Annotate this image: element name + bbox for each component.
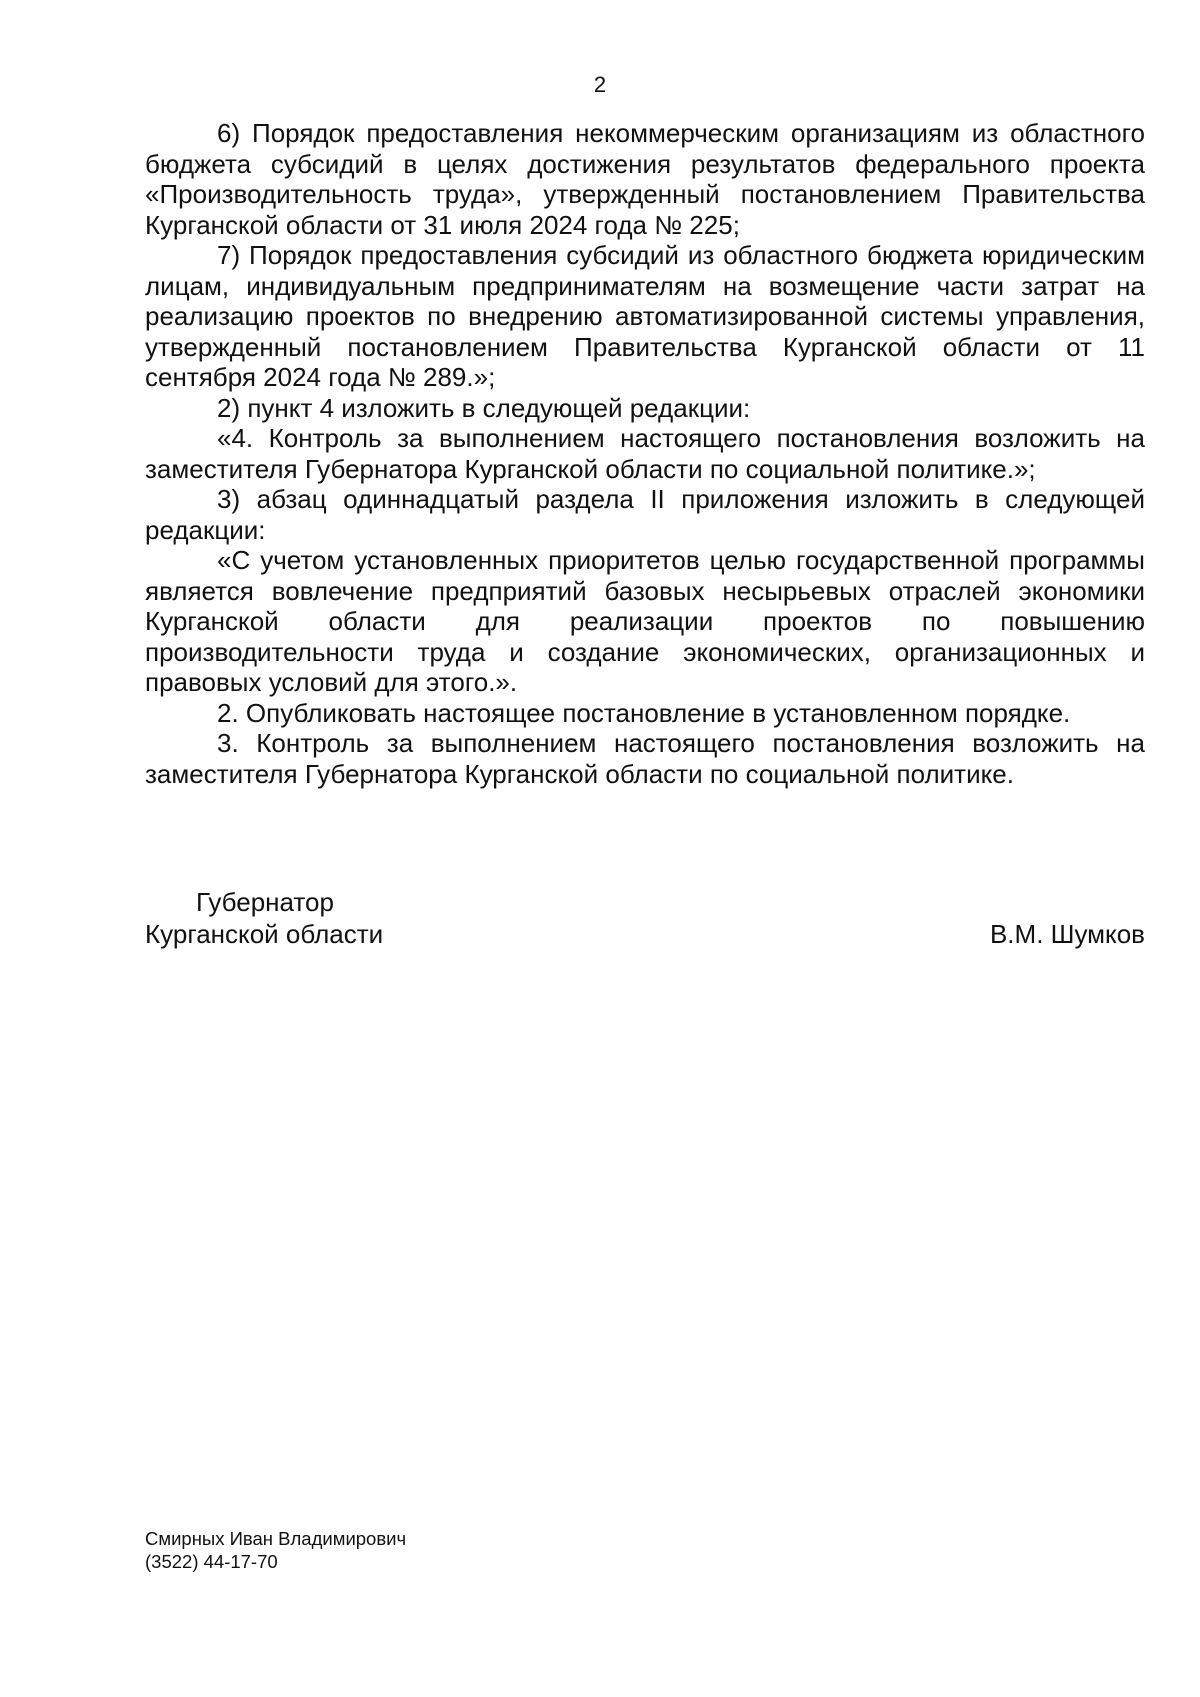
paragraph-control: 3. Контроль за выполнением настоящего постановления возложить на заместителя Губернатора Курганской области по социальной политике.	[145, 728, 1145, 789]
signatory-name: В.М. Шумков	[989, 919, 1145, 949]
signatory-region: Курганской области	[145, 919, 384, 949]
signatory-title: Губернатор	[196, 887, 334, 917]
paragraph-quote-goal: «С учетом установленных приоритетов целью государственной программы является вовлечение предприятий базовых несырьевых отраслей экономики Курганской области для реализации проектов по повышению производительности труда и создание экономических, организационных и правовых условий для этого.».	[145, 545, 1145, 697]
executor-contact	[145, 1527, 406, 1573]
paragraph-point-3: 3) абзац одиннадцатый раздела II приложения изложить в следующей редакции:	[145, 484, 1145, 545]
document-body	[145, 118, 1145, 789]
paragraph-publish: 2. Опубликовать настоящее постановление в установленном порядке.	[217, 697, 1071, 728]
executor-name: Смирных Иван Владимирович	[145, 1528, 407, 1549]
signature-block	[145, 886, 1145, 950]
executor-phone: (3522) 44-17-70	[145, 1551, 278, 1572]
page-number: 2	[593, 72, 607, 97]
paragraph-quote-point-4: «4. Контроль за выполнением настоящего постановления возложить на заместителя Губернатора Курганской области по социальной политике.»;	[145, 423, 1145, 484]
paragraph-item-6: 6) Порядок предоставления некоммерческим организациям из областного бюджета субсидий в целях достижения результатов федерального проекта «Производительность труда», утвержденный постановлением Правительства Курганской области от 31 июля 2024 года № 225;	[145, 118, 1145, 240]
paragraph-point-2: 2) пункт 4 изложить в следующей редакции:	[217, 392, 751, 423]
paragraph-item-7: 7) Порядок предоставления субсидий из областного бюджета юридическим лицам, индивидуальным предпринимателям на возмещение части затрат на реализацию проектов по внедрению автоматизированной системы управления, утвержденный постановлением Правительства Курганской области от 11 сентября 2024 года № 289.»;	[145, 240, 1145, 392]
